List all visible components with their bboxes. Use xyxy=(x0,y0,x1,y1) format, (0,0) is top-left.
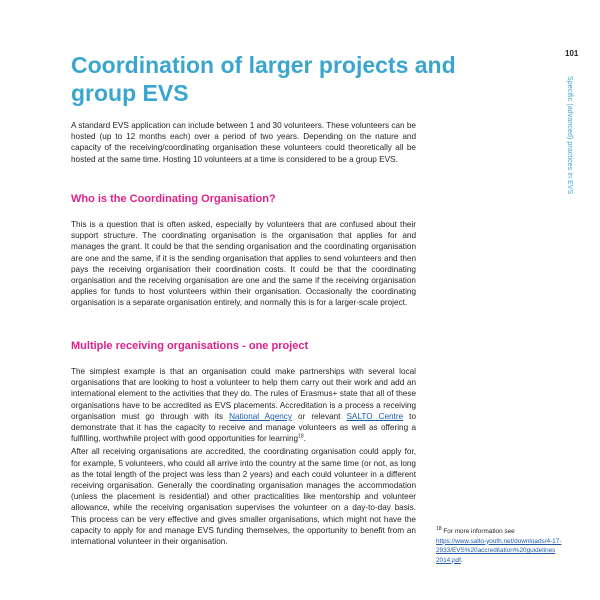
salto-centre-link[interactable]: SALTO Centre xyxy=(346,411,404,421)
section-multiple-paragraph-1 xyxy=(71,366,416,444)
page-title: Coordination of larger projects and group EVS xyxy=(71,52,456,106)
intro-paragraph: A standard EVS application can include between 1 and 30 volunteers. These volunteers can be hosted (up to 12 months each) over a period of two years. Depending on the nature and capacity of the receiving/coordinating organisation these volunteers could theoretically all be hosted at the same time. Hosting 10 volunteers at a time is considered to be a group EVS. xyxy=(71,121,416,164)
section-multiple-body-block xyxy=(71,366,416,547)
footnote-reference: 18 xyxy=(298,433,304,440)
chapter-side-label: Specific (advanced) practices in EVS xyxy=(566,76,573,195)
footnote xyxy=(436,527,571,565)
national-agency-link[interactable]: National Agency xyxy=(229,411,292,421)
paragraph-text: or relevant xyxy=(292,411,347,421)
section-multiple-heading-block xyxy=(71,340,416,352)
section-coordinating-body-block xyxy=(71,219,416,309)
paragraph-text: . xyxy=(303,434,306,444)
section-heading-coordinating: Who is the Coordinating Organisation? xyxy=(71,193,276,205)
footnote-number: 18 xyxy=(436,525,442,532)
paragraph-text: to demonstrate that it has the capacity to receive and manage volunteers as well as offering a fulfilling, worthwhile project with good opportunities for learning xyxy=(71,411,417,444)
section-heading-multiple-receiving: Multiple receiving organisations - one project xyxy=(71,340,309,352)
intro-block xyxy=(71,120,416,165)
footnote-text: For more information see xyxy=(441,528,515,535)
section-multiple-paragraph-2: After all receiving organisations are accredited, the coordinating organisation could apply for, for example, 5 volunteers, who could all arrive into the country at the same time (or not, as long as the total length of the project was less than 2 years) and each could volunteer in a different receiving organisation. Generally the coordinating organisation manages the accommodation (unless the placement is residential) and other practicalities like mentorship and volunteer allowance, while the receiving organisation supervises the volunteer on a day-to-day basis. This process can be very effective and gives smaller organisations, which might not have the capacity to apply for and manage EVS funding themselves, the opportunity to benefit from an international volunteer in their organisation. xyxy=(71,447,416,547)
footnote-url-end: . xyxy=(460,556,463,564)
section-coordinating-paragraph: This is a question that is often asked, especially by volunteers that are confused about their support structure. The coordinating organisation is the organisation that applies for and manages the grant. It could be that the sending organisation and the coordinating organisation are one and the same, if it is the sending organisation that applies to send volunteers and then pays the receiving organisation their coordination costs. It could be that the coordinating organisation and the receiving organisation are one and the same if the receiving organisation applies for funds to host volunteers within their organisation. Occasionally the coordinating organisation is a separate organisation entirely, and normally this is for a larger-scale project. xyxy=(71,220,416,308)
section-coordinating-heading-block xyxy=(71,193,416,205)
paragraph-text: The simplest example is that an organisation could make partnerships with several local organisations that are looking to host a volunteer to help them carry out their work and add an international element to the activities that they do. The rules of Erasmus+ state that all of these organisations have to be accredited as EVS placements. Accreditation is a process a receiving organisation must go through with its xyxy=(71,367,416,421)
page-number: 101 xyxy=(565,49,579,58)
footnote-url-link[interactable]: https://www.salto-youth.net/downloads/4-17-2933/EVS%20accreditation%20guidelines 2014.pdf xyxy=(436,537,562,564)
